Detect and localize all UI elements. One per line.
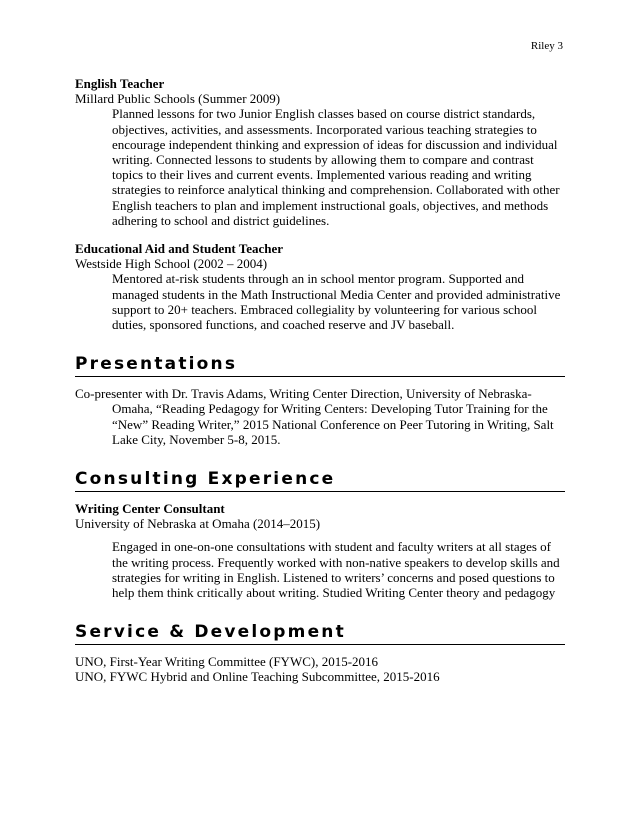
job-title: Educational Aid and Student Teacher xyxy=(75,241,284,257)
service-item: UNO, FYWC Hybrid and Online Teaching Subcommittee, 2015-2016 xyxy=(75,669,440,685)
page-content xyxy=(75,76,565,685)
section-heading-service: Service & Development xyxy=(75,621,565,645)
job-description: Mentored at-risk students through an in school mentor program. Supported and managed students in the Math Instructional Media Center and provided administrative support to 20+ teachers. Embraced collegiality by volunteering for various school duties, sponsored functions, and coached reserve and JV baseball. xyxy=(112,271,561,333)
job-title: Writing Center Consultant xyxy=(75,501,225,517)
page-header-label: Riley 3 xyxy=(530,40,563,52)
section-body xyxy=(75,386,565,447)
job-entry-educational-aid xyxy=(75,241,565,332)
section-body xyxy=(75,501,565,600)
job-entry-english-teacher xyxy=(75,76,565,228)
job-description: Planned lessons for two Junior English classes based on course district standards, objectives, activities, and assessments. Incorporated various teaching strategies to encourage independent thinking and expression of ideas for discussion and individual writing. Connected lessons to students by allowing them to compare and contrast topics to their lives and current events. Implemented various reading and writing strategies to reinforce analytical thinking and comprehension. Collaborated with other English teachers to plan and implement instructional goals, objectives, and methods adhering to school and district guidelines. xyxy=(112,106,560,228)
presentation-entry: Co-presenter with Dr. Travis Adams, Writing Center Direction, University of Nebraska-Omaha, “Reading Pedagogy for Writing Centers: Developing Tutor Training for the “New” Reading Writer,” 2015 National Conference on Peer Tutoring in Writing, Salt Lake City, November 5-8, 2015. xyxy=(75,386,554,447)
section-heading-presentations: Presentations xyxy=(75,353,565,377)
section-consulting-experience xyxy=(75,468,565,600)
job-organization: Millard Public Schools (Summer 2009) xyxy=(75,91,281,107)
section-body xyxy=(75,654,565,684)
section-presentations xyxy=(75,353,565,447)
section-service-development xyxy=(75,621,565,684)
job-title: English Teacher xyxy=(75,76,165,91)
job-organization: Westside High School (2002 – 2004) xyxy=(75,256,268,272)
job-organization: University of Nebraska at Omaha (2014–2015) xyxy=(75,516,321,532)
section-heading-consulting: Consulting Experience xyxy=(75,468,565,492)
service-item: UNO, First-Year Writing Committee (FYWC), 2015-2016 xyxy=(75,654,379,670)
job-description: Engaged in one-on-one consultations with student and faculty writers at all stages of the writing process. Frequently worked with non-native speakers to develop skills and strategies for writing in English. Listened to writers’ concerns and posed questions to help them think critically about writing. Studied Writing Center theory and pedagogy xyxy=(112,539,560,601)
